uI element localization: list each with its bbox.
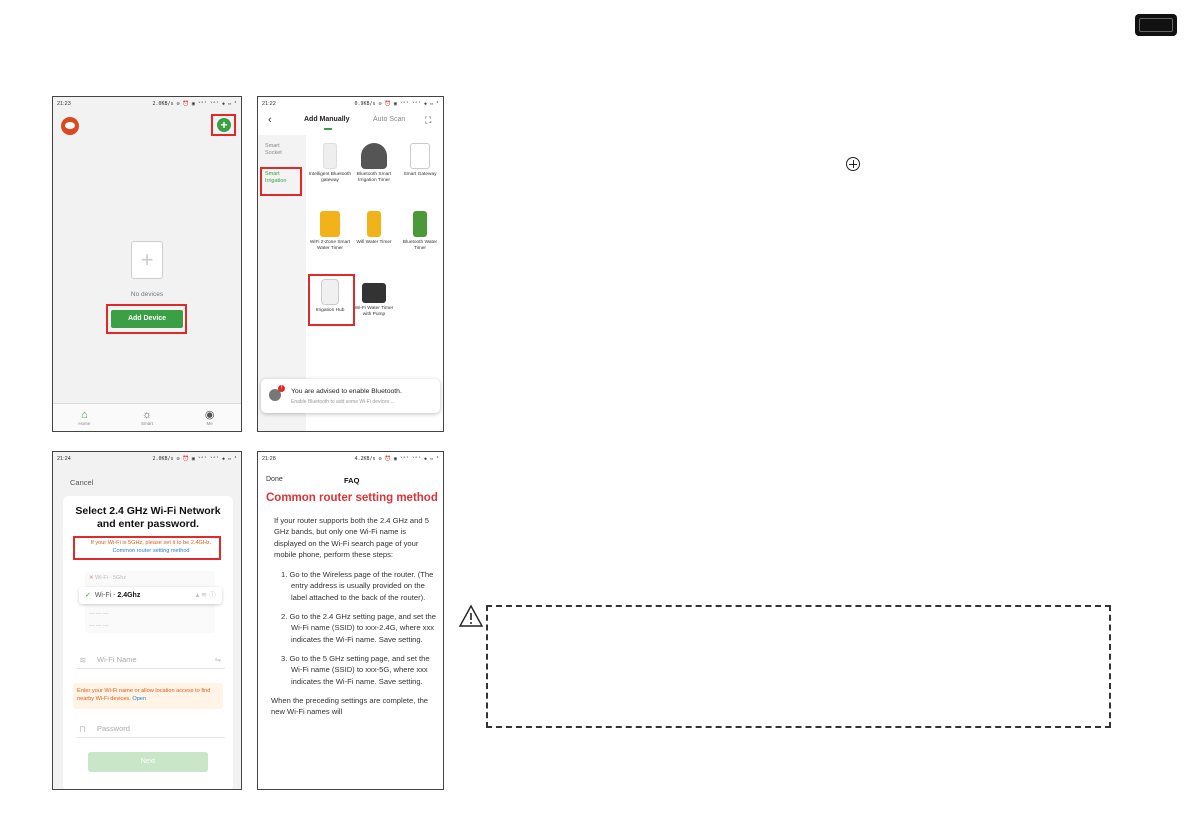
tab-me-label: Me	[206, 421, 213, 426]
router-method-link[interactable]: Common router setting method	[112, 547, 190, 554]
product-label: Intelligent Bluetooth gateway	[308, 172, 352, 183]
wifi-name-field[interactable]	[77, 651, 225, 669]
status-time: 21:24	[57, 456, 71, 462]
check-icon: ✓	[85, 592, 91, 599]
tab-smart-label: Smart	[140, 421, 153, 426]
wifi-prefix: Wi-Fi -	[94, 592, 118, 599]
phone-screen-add-device	[257, 96, 444, 432]
product-item[interactable]	[308, 143, 352, 184]
toast-subtitle: Enable Bluetooth to add some Wi-Fi devices ...	[291, 399, 395, 405]
swap-icon[interactable]: ⇋	[214, 655, 221, 664]
avatar[interactable]	[61, 117, 79, 135]
tab-add-manually[interactable]: Add Manually	[304, 116, 350, 123]
tab-smart[interactable]	[127, 409, 167, 426]
page-title: Select 2.4 GHz Wi-Fi Network and enter password.	[75, 505, 221, 530]
alert-badge-icon: !	[278, 385, 285, 392]
bottom-tab-bar	[53, 403, 241, 431]
empty-state-text: No devices	[130, 291, 164, 298]
back-icon[interactable]: ‹	[268, 114, 272, 126]
status-bar	[258, 452, 443, 466]
wifi-row-5g[interactable]	[89, 575, 126, 581]
status-time: 21:28	[262, 456, 276, 462]
done-button[interactable]: Done	[266, 476, 283, 483]
wifi-row-other[interactable]: — — —	[89, 623, 109, 629]
pump-icon	[362, 283, 386, 303]
gateway-icon	[410, 143, 430, 169]
page-tab-marker	[1135, 14, 1177, 36]
top-nav	[258, 111, 443, 131]
faq-step: 3. Go to the 5 GHz setting page, and set the Wi-Fi name (SSID) to xxx-5G, where xxx indicates the Wi-Fi name. Save setting.	[281, 653, 430, 686]
status-bar	[53, 452, 241, 466]
password-field[interactable]	[77, 720, 225, 738]
faq-outro: When the preceding settings are complete, the new Wi-Fi names will	[271, 695, 429, 717]
product-label: Wi-Fi Water Timer with Pump	[354, 306, 394, 317]
cancel-button[interactable]: Cancel	[70, 478, 94, 487]
home-icon: ⌂	[81, 409, 88, 421]
wifi-selected-row[interactable]	[79, 587, 222, 604]
phone-screen-faq	[257, 451, 444, 790]
password-placeholder: Password	[97, 724, 130, 733]
product-item[interactable]	[398, 143, 442, 178]
wifi-5g-label: Wi-Fi - 5Ghz	[95, 575, 127, 581]
tab-auto-scan[interactable]: Auto Scan	[373, 116, 406, 123]
product-item[interactable]	[352, 279, 396, 318]
tab-home-label: Home	[78, 421, 91, 426]
product-label: Bluetooth Smart Irrigation Timer	[356, 172, 392, 183]
product-item[interactable]	[352, 143, 396, 184]
timer-icon	[361, 143, 387, 169]
add-device-button[interactable]: Add Device	[111, 310, 183, 328]
status-icons: 2.0KB/s ⊘ ⏰ ▣ ᵛᵒˡ ᵛᵒˡ ◈ ▭ ⁴	[152, 456, 237, 462]
product-item[interactable]	[352, 211, 396, 246]
timer-icon	[367, 211, 381, 237]
tab-me[interactable]	[190, 409, 230, 426]
product-label: Smart Gateway	[403, 172, 437, 177]
sidebar-item-smart-irrigation[interactable]: Smart Irrigation	[265, 171, 287, 184]
close-icon: ✕	[89, 575, 94, 581]
wifi-24-label: 2.4Ghz	[117, 592, 141, 599]
phone-screen-home	[52, 96, 242, 432]
status-icons: 4.2KB/s ⊘ ⏰ ▣ ᵛᵒˡ ᵛᵒˡ ◈ ▭ ⁴	[354, 456, 439, 462]
product-label: Bluetooth Water Timer	[402, 240, 438, 251]
bluetooth-toast[interactable]	[261, 379, 440, 413]
timer-icon	[320, 211, 340, 237]
circle-plus-icon	[846, 157, 860, 171]
faq-header: FAQ	[344, 476, 360, 485]
highlight-box	[211, 114, 236, 136]
timer-icon	[413, 211, 427, 237]
product-label: Irrigation Hub	[315, 308, 345, 313]
highlight-box	[260, 167, 302, 196]
status-icons: 2.0KB/s ⊘ ⏰ ▣ ᵛᵒˡ ᵛᵒˡ ◈ ▭ ⁴	[152, 101, 237, 107]
scan-icon[interactable]: ⛶	[425, 115, 432, 125]
status-time: 21:22	[262, 101, 276, 107]
status-icons: 0.9KB/s ⊘ ⏰ ▣ ᵛᵒˡ ᵛᵒˡ ◈ ▭ ⁴	[354, 101, 439, 107]
faq-title: Common router setting method	[266, 492, 438, 504]
sun-icon: ☼	[141, 409, 153, 421]
product-label: WiFi 2-Zone Smart Water Timer	[309, 240, 351, 251]
product-label: Wifi Water Timer	[356, 240, 392, 245]
next-button[interactable]: Next	[88, 752, 208, 772]
location-hint-text: Enter your Wi-Fi name or allow location access to find nearby Wi-Fi devices.	[77, 688, 211, 702]
warning-icon	[458, 604, 484, 628]
faq-body	[271, 515, 436, 726]
faq-steps	[274, 569, 436, 687]
phone-screen-wifi	[52, 451, 242, 790]
status-bar	[53, 97, 241, 111]
lock-icon: ⊓	[79, 724, 87, 734]
sidebar-item-smart-socket[interactable]: Smart Socket	[265, 143, 282, 156]
status-time: 21:23	[57, 101, 71, 107]
profile-icon: ◉	[204, 409, 215, 421]
wifi-name-placeholder: Wi-Fi Name	[97, 655, 137, 664]
open-link[interactable]: Open	[132, 695, 147, 702]
add-plus-button[interactable]: +	[217, 118, 231, 132]
highlight-box	[73, 536, 221, 560]
faq-step: 2. Go to the 2.4 GHz setting page, and set the Wi-Fi name (SSID) to xxx-2.4G, where xxx indicates the Wi-Fi name. Save setting.	[281, 612, 436, 644]
highlight-box	[308, 274, 355, 326]
wifi-icon: ≋	[79, 655, 87, 665]
faq-step: 1. Go to the Wireless page of the router. (The entry address is usually provided on the label attached to the back of the router).	[281, 570, 434, 602]
gateway-icon	[323, 143, 337, 169]
location-hint	[73, 683, 223, 709]
highlight-box	[106, 304, 187, 334]
faq-intro: If your router supports both the 2.4 GHz and 5 GHz bands, but only one Wi-Fi name is displayed on the Wi-Fi search page of your mobile phone, perform these steps:	[274, 516, 429, 559]
status-bar	[258, 97, 443, 111]
hint-text: If your Wi-Fi is 5GHz, please set it to be 2.4GHz.	[90, 540, 212, 546]
lock-icon: ▴ ≋ ⓘ	[195, 592, 216, 599]
product-item[interactable]	[308, 211, 352, 252]
empty-document-icon: +	[131, 241, 163, 279]
toast-title: You are advised to enable Bluetooth.	[291, 388, 402, 395]
wifi-row-other[interactable]: — — —	[89, 611, 109, 617]
tab-home[interactable]	[64, 409, 104, 426]
warning-note-box	[486, 605, 1111, 728]
product-item[interactable]	[398, 211, 442, 252]
wifi-card	[63, 496, 233, 790]
